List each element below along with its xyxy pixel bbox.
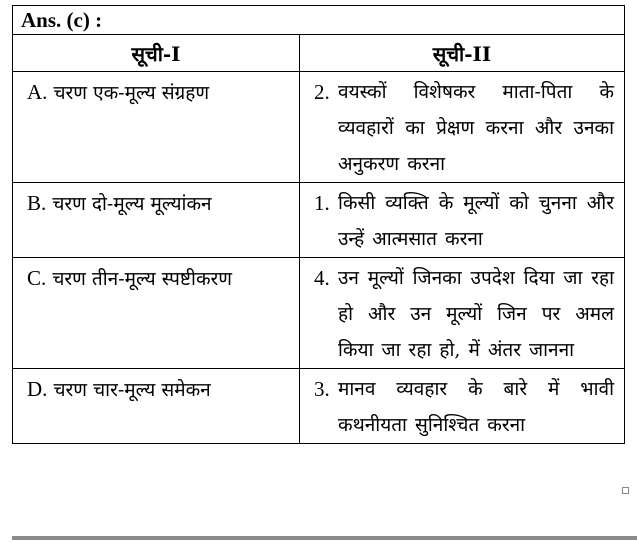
stage-cell bbox=[13, 258, 300, 369]
stage-text: चरण दो-मूल्य मूल्यांकन bbox=[52, 193, 212, 215]
description-cell bbox=[300, 258, 625, 369]
table-row bbox=[13, 72, 625, 183]
table-row bbox=[13, 258, 625, 369]
stage-text: चरण तीन-मूल्य स्पष्टीकरण bbox=[52, 268, 233, 290]
description-text: किसी व्यक्ति के मूल्यों को चुनना और उन्हें आत्मसात करना bbox=[338, 192, 615, 250]
description-cell bbox=[300, 183, 625, 258]
stage-text: चरण चार-मूल्य समेकन bbox=[53, 379, 211, 401]
match-table bbox=[12, 5, 625, 444]
table-row bbox=[13, 369, 625, 444]
answer-label: Ans. (c) : bbox=[13, 6, 625, 35]
description-text: मानव व्यवहार के बारे में भावी कथनीयता सुनिश्चित करना bbox=[338, 378, 615, 436]
header-row bbox=[13, 35, 625, 72]
row-letter: C. bbox=[27, 266, 47, 290]
description-cell bbox=[300, 72, 625, 183]
description-text: उन मूल्यों जिनका उपदेश दिया जा रहा हो और उन मूल्यों जिन पर अमल किया जा रहा हो, में अंतर जानना bbox=[338, 267, 615, 361]
row-letter: D. bbox=[27, 377, 48, 401]
answer-row bbox=[13, 6, 625, 35]
stage-cell bbox=[13, 183, 300, 258]
stage-text: चरण एक-मूल्य संग्रहण bbox=[53, 82, 210, 104]
list1-header: सूची-I bbox=[13, 35, 300, 72]
table-row bbox=[13, 183, 625, 258]
item-number: 4. bbox=[314, 266, 330, 290]
description-cell bbox=[300, 369, 625, 444]
bottom-divider bbox=[12, 536, 637, 540]
row-letter: B. bbox=[27, 191, 47, 215]
list2-header: सूची-II bbox=[300, 35, 625, 72]
item-number: 2. bbox=[314, 80, 330, 104]
item-number: 1. bbox=[314, 191, 330, 215]
stage-cell bbox=[13, 72, 300, 183]
resize-handle[interactable] bbox=[622, 487, 629, 494]
item-number: 3. bbox=[314, 377, 330, 401]
row-letter: A. bbox=[27, 80, 48, 104]
description-text: वयस्कों विशेषकर माता-पिता के व्यवहारों का प्रेक्षण करना और उनका अनुकरण करना bbox=[338, 81, 615, 175]
stage-cell bbox=[13, 369, 300, 444]
